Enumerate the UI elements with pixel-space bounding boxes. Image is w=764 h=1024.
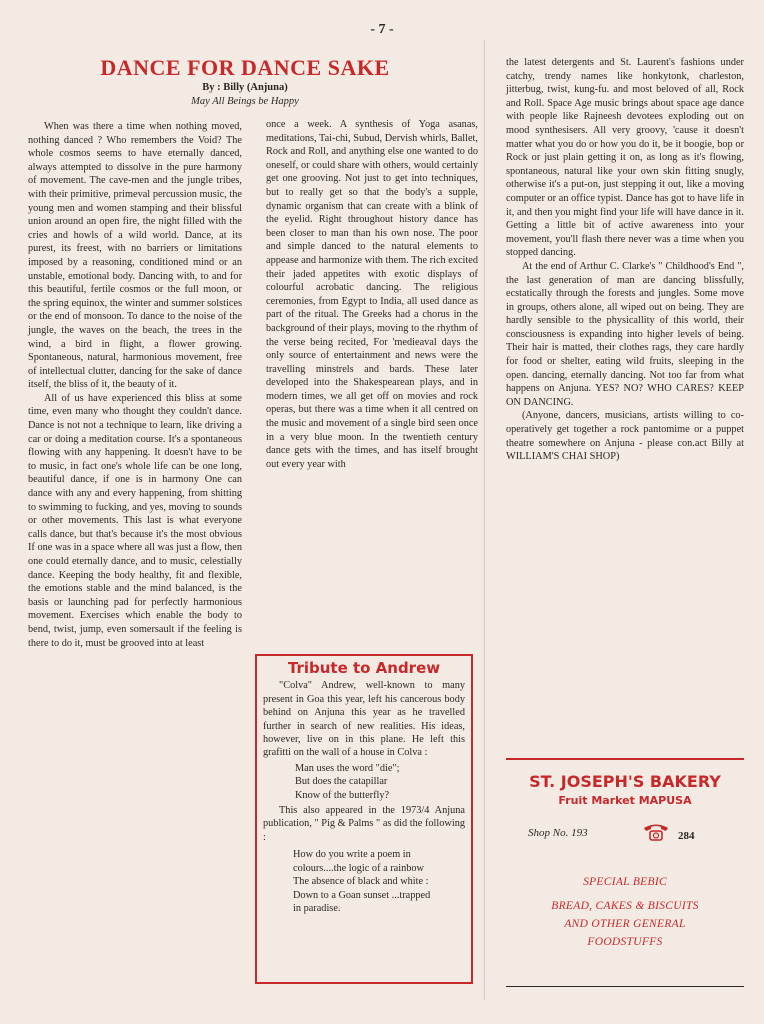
tribute-poem-1 [295, 762, 465, 802]
poem-line: Down to a Goan sunset ...trapped [293, 889, 431, 901]
bakery-goods-line: AND OTHER GENERAL [564, 918, 686, 930]
article-column-2 [266, 118, 478, 471]
paragraph: All of us have experienced this bliss at some time, even many who thought they couldn't dance. Dance is not not a technique to learn, like driving a car or doing a meditation course. It's a spontaneous flowing with any happening. It doesn't have to be to music, in fact one's whole life can be one long, beautiful dance, if one is in harmony One can dance with any and every happening, from shitting to swimming to fucking, and yes, moving to sounds or other movements. This last is what everyone calls dance, but that's because it's the most obvious If one was in a space where all was just a flow, then one could eternally dance, and to music, celestially dance. Keeping the body healthy, fit and flexible, the emotions stable and the mind balanced, is the basis or launching pad for perfectly harmonious movement. Exercises which enable the body to bend, twist, jump, even somersault if the feeling is there to do it, must be grooved into at least [28, 392, 242, 649]
article-column-1 [28, 120, 242, 650]
poem-line: The absence of black and white : [293, 876, 429, 888]
tribute-box [255, 654, 473, 984]
column-divider [484, 40, 485, 1000]
tribute-title: Tribute to Andrew [287, 659, 441, 677]
tribute-poem-2 [293, 848, 465, 915]
poem-line: Man uses the word "die"; [295, 762, 400, 774]
poem-line: colours....the logic of a rainbow [293, 862, 424, 874]
bakery-address: Fruit Market MAPUSA [558, 794, 692, 807]
article-column-3 [506, 56, 744, 464]
page-number: - 7 - [370, 22, 394, 37]
paragraph: (Anyone, dancers, musicians, artists willing to co-operatively get together a rock pantomime or a puppet theatre somewhere on Anjuna - please con.act Billy at WILLIAM'S CHAI SHOP) [506, 410, 744, 463]
bakery-goods-line: FOODSTUFFS [587, 936, 663, 948]
poem-line: Know of the butterfly? [295, 789, 390, 801]
bakery-name: ST. JOSEPH'S BAKERY [529, 772, 721, 791]
poem-line: in paradise. [293, 902, 341, 914]
telephone-icon [641, 821, 671, 843]
paragraph: once a week. A synthesis of Yoga asanas, meditations, Tai-chi, Subud, Dervish whirls, Ballet, Rock and Roll, and anything else one wanted to do oneself, or could share with others, would certainly get one grooving. Not just to get into techniques, but to really get so that the body's a supple, dynamic organism that can create with a blink of the eyelid. Right throughout history dance has been closer to man than his own nose. The poor and simple danced to the natural elements to appease and harmonize with them. The rich excited their jaded appetites with exotic displays of colourful acrobatic dancing. The religious ceremonies, from Egypt to India, all used dance as part of the ritual. The Greeks had a chorus in the background of their plays, moving to the rhythm of the verse being recited, For 'medieaval days the only source of entertainment and news were the travelling minstrels and bards. These later developed into the Shakespearean plays, and in modern times, we all get off on movies and rock operas, but there was a time when it all centred on the music and movement of a single bird seen once in a very blue moon. In the twentieth century dance gets with the times, and has itself brought out every year with [266, 119, 478, 470]
article-byline: By : Billy (Anjuna) [202, 82, 288, 93]
bakery-goods-line: BREAD, CAKES & BISCUITS [551, 900, 699, 912]
poem-line: How do you write a poem in [293, 849, 411, 861]
bakery-contact-row [506, 821, 744, 847]
paragraph: When was there a time when nothing moved, nothing danced ? Who remembers the Void? The whole cosmos seems to have eternally danced, always attempted to dissolve in the pure harmony of movement. The cave-men and the jungle tribes, with their primitive, primeval percussion music, the young men and women stamping and their blissful union around an open fire, the night filled with the cries and howls of a wild world. Dance, at its purest, its freest, with no barriers or limitations imposed by a reasoning, conditioned mind or an unstable, emotional body. Dancing with, to and for this beautiful, fertile cosmos or the full moon, or the spring equinox, the winter and summer solstices or the end of monsoon. To dance to the noise of the jungle, the waves on the beach, the trees in the wind, a bird in flight, a flower growing. Spontaneous, natural, harmonious movement, free of intellectual clutter, dancing for the sake of dance itself, the bliss of it, the beauty of it. [28, 121, 242, 391]
shop-number: Shop No. 193 [528, 827, 588, 839]
bakery-advertisement [506, 758, 744, 987]
phone-number: 284 [678, 830, 695, 842]
poem-line: But does the catapillar [295, 776, 388, 788]
tribute-paragraph: "Colva" Andrew, well-known to many present in Goa this year, left his cancerous body behind on Anjuna this year as he travelled further in search of new realities. His ideas, however, live on in this plane. He left this grafitti on the wall of a house in Colva : [263, 680, 465, 759]
paragraph: At the end of Arthur C. Clarke's " Childhood's End ", the last generation of man are dancing blissfully, ecstatically through the forests and jungles. Some move in groups, others alone, all wiped out on being. They are hardly sensible to the physicallity of this world, their consciousness is expanding into higher levels of being. Their hair is matted, their clothes rags, they care hardly for food or shelter, eating wild fruits, sleeping in the open. dancing, eternally dancing. Not too far from what happens on Anjuna. YES? NO? WHO CARES? KEEP ON DANCING. [506, 260, 744, 408]
tribute-paragraph: This also appeared in the 1973/4 Anjuna publication, " Pig & Palms " as did the following : [263, 805, 465, 843]
article-title: DANCE FOR DANCE SAKE [100, 55, 390, 80]
article-tagline: May All Beings be Happy [191, 96, 299, 107]
bakery-special: SPECIAL BEBIC [583, 876, 667, 888]
paragraph: the latest detergents and St. Laurent's fashions under catchy, trendy names like honkytonk, charleston, jitterbug, twist, kung-fu. and most beloved of all, Rock and Roll. Space Age music brings about space age dance with people like Rajneesh devotees exploding out on mood synthesisers. All very groovy, 'cause it doesn't matter what you do or how you do it, be it boogie, bop or Rock or just plain getting it on, as long as it's flowing, spontaneous, natural like your own skin fitting snugly, otherwise it's a put-on, just stepping it out, like a moving computer or an office typist. Dance has got to have life in it, and then you might find your life will have dance in it. Getting a little bit of active awareness into your movement, you'll flash there never was a time when you stopped dancing. [506, 57, 744, 259]
